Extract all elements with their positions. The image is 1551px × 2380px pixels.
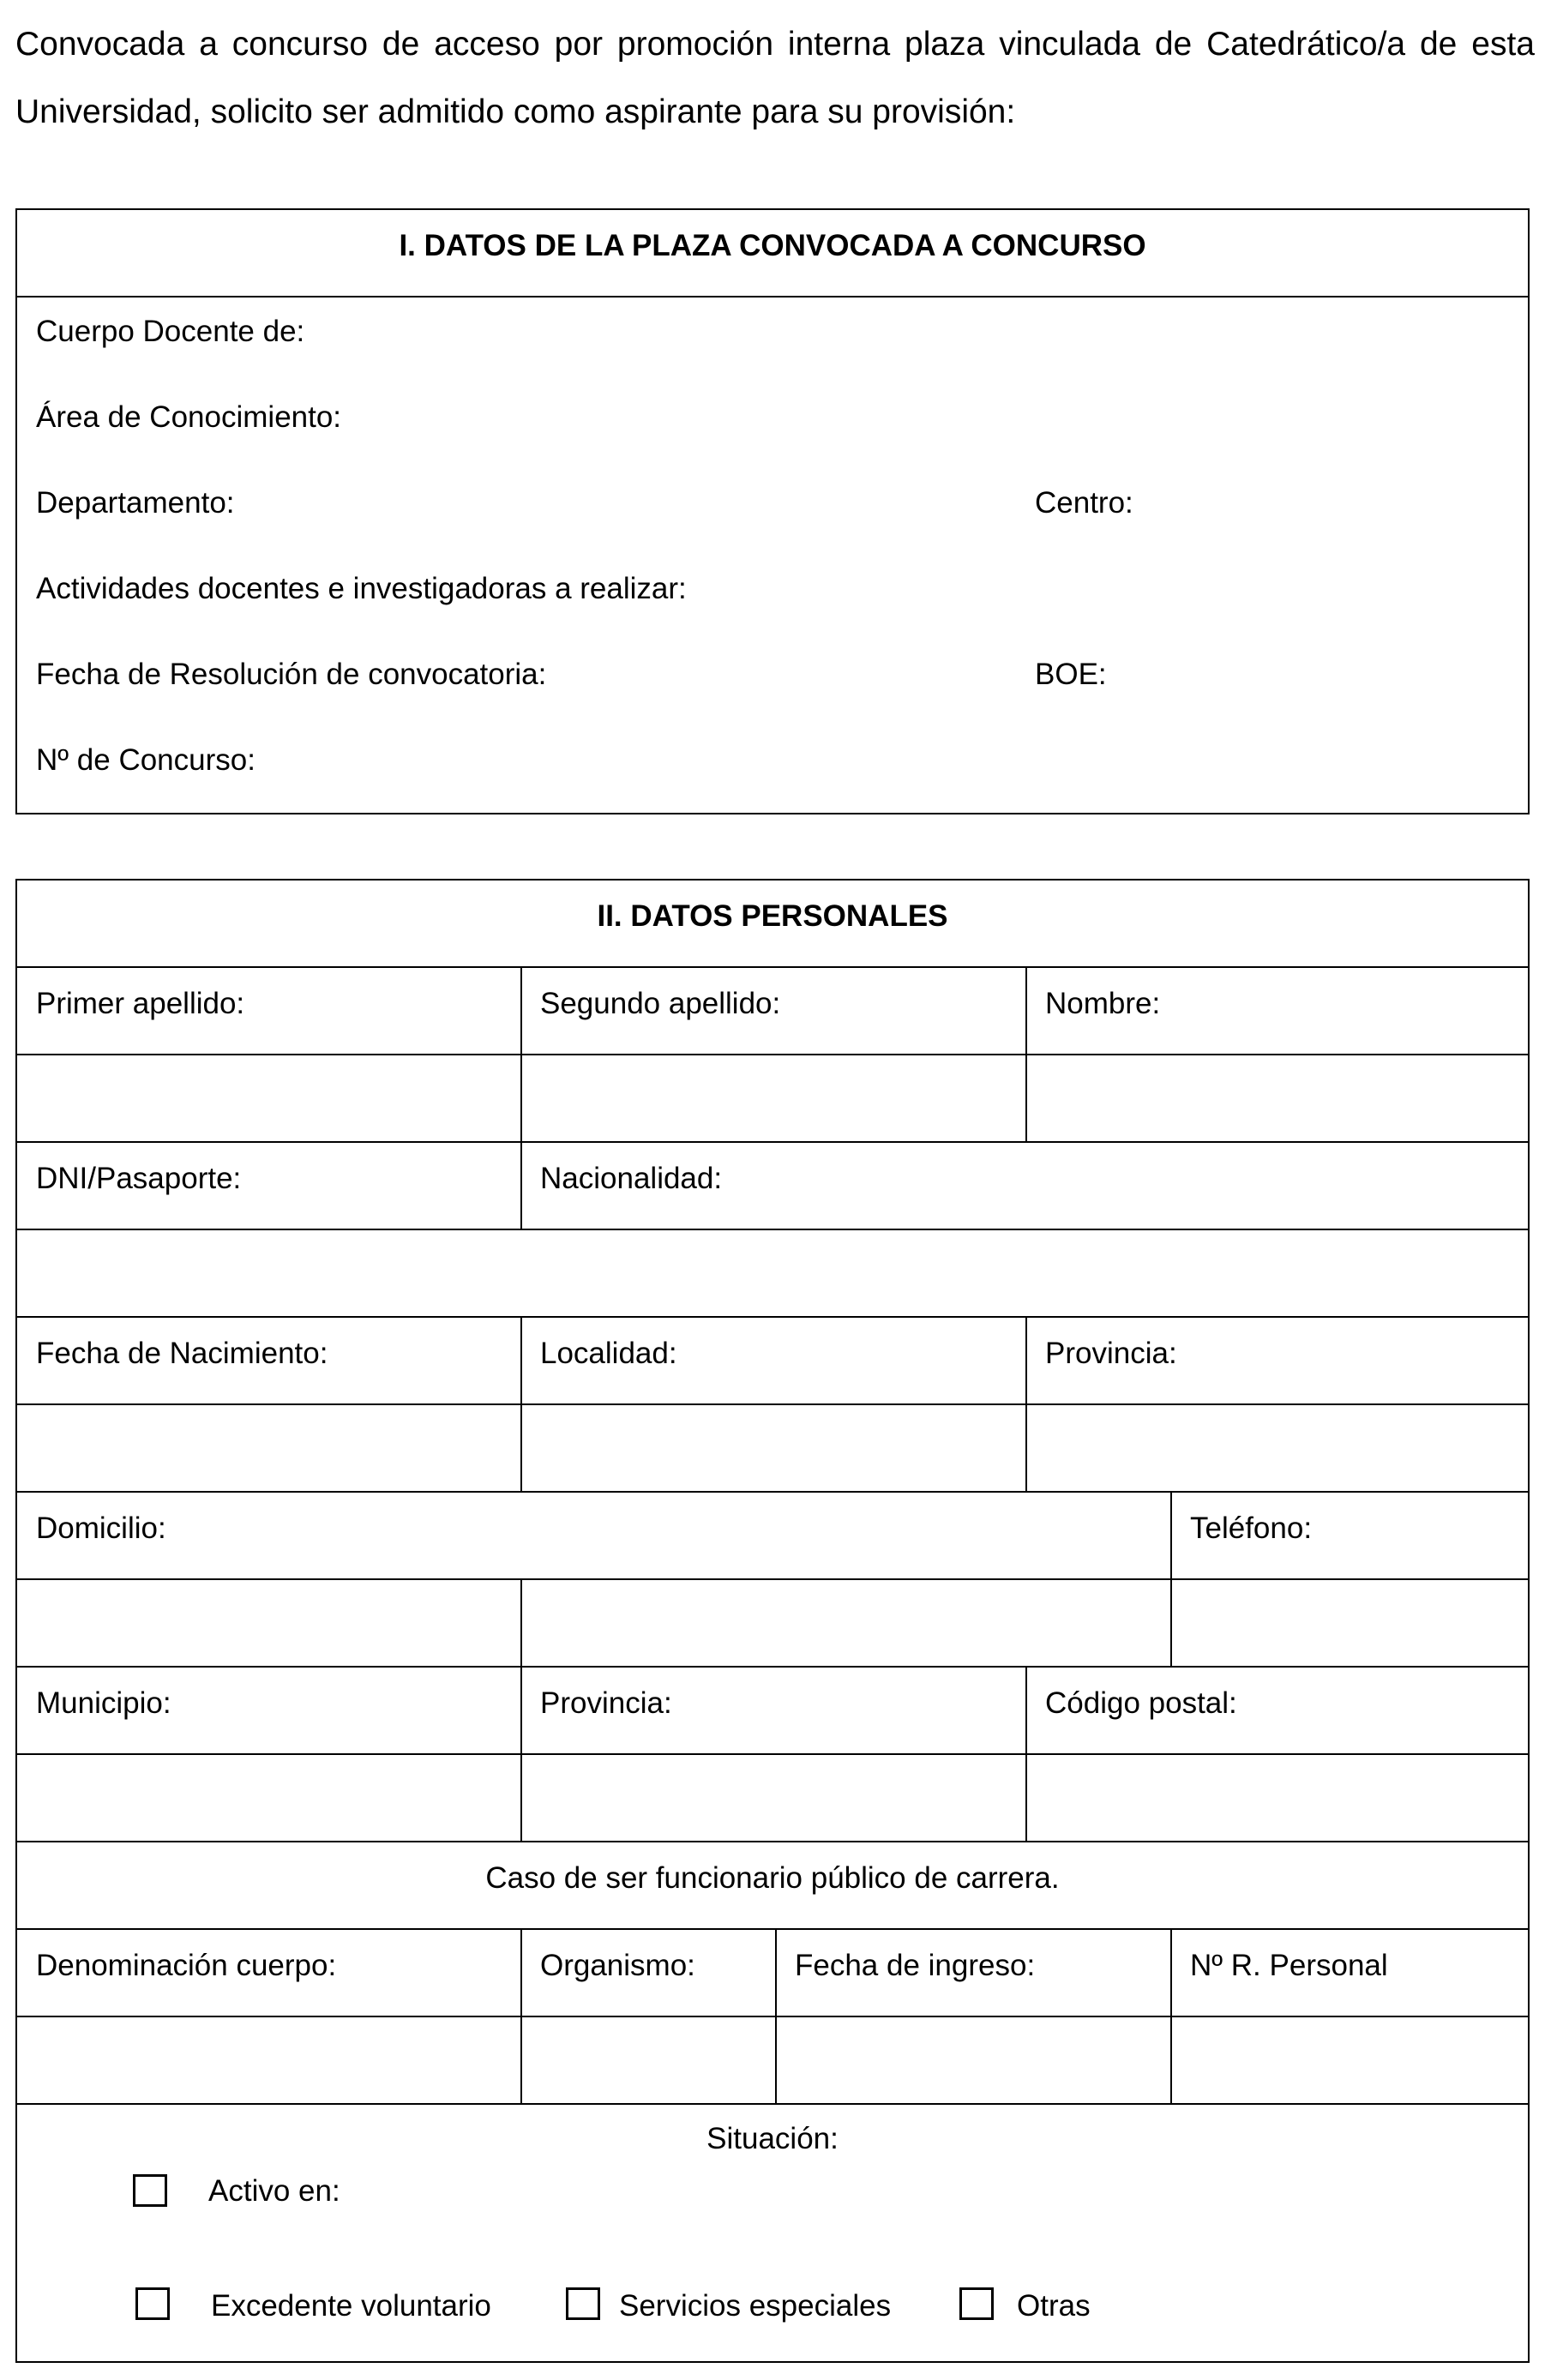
otras-checkbox[interactable]: [959, 2287, 994, 2320]
divider: [17, 1578, 1528, 1580]
dni-label: DNI/Pasaporte:: [36, 1162, 242, 1195]
section-plaza-title: I. DATOS DE LA PLAZA CONVOCADA A CONCURSO: [399, 229, 1146, 262]
cuerpo-docente-label: Cuerpo Docente de:: [36, 315, 305, 348]
divider: [17, 296, 1528, 298]
divider: [17, 1054, 1528, 1055]
column-divider: [1170, 1928, 1172, 2103]
fecha-nacimiento-label: Fecha de Nacimiento:: [36, 1337, 328, 1370]
divider: [17, 2103, 1528, 2105]
section-plaza: [15, 208, 1530, 814]
provincia-nacimiento-label: Provincia:: [1045, 1337, 1177, 1370]
column-divider: [1025, 1666, 1027, 1841]
situacion-label: Situación:: [706, 2122, 839, 2155]
fecha-ingreso-label: Fecha de ingreso:: [795, 1949, 1036, 1982]
municipio-label: Municipio:: [36, 1686, 171, 1720]
otras-label: Otras: [1017, 2289, 1091, 2323]
provincia-domicilio-label: Provincia:: [540, 1686, 672, 1720]
fecha-resolucion-label: Fecha de Resolución de convocatoria:: [36, 658, 547, 691]
denominacion-cuerpo-label: Denominación cuerpo:: [36, 1949, 337, 1982]
primer-apellido-label: Primer apellido:: [36, 987, 245, 1020]
divider: [17, 966, 1528, 968]
domicilio-label: Domicilio:: [36, 1512, 166, 1545]
divider: [17, 1403, 1528, 1405]
divider: [17, 1928, 1528, 1930]
servicios-checkbox[interactable]: [566, 2287, 600, 2320]
area-conocimiento-label: Área de Conocimiento:: [36, 400, 342, 434]
telefono-label: Teléfono:: [1190, 1512, 1313, 1545]
codigo-postal-label: Código postal:: [1045, 1686, 1237, 1720]
section-personal: [15, 879, 1530, 2363]
column-divider: [520, 1316, 522, 1491]
divider: [17, 1666, 1528, 1668]
divider: [17, 1229, 1528, 1230]
column-divider: [775, 1928, 777, 2103]
divider: [17, 1841, 1528, 1842]
actividades-label: Actividades docentes e investigadoras a realizar:: [36, 572, 687, 605]
num-concurso-label: Nº de Concurso:: [36, 743, 255, 777]
segundo-apellido-label: Segundo apellido:: [540, 987, 781, 1020]
divider: [17, 1316, 1528, 1318]
column-divider: [520, 966, 522, 1229]
activo-label: Activo en:: [208, 2174, 340, 2208]
intro-paragraph: Convocada a concurso de acceso por promoción interna plaza vinculada de Catedrático/a de esta Universidad, solicito ser admitido como aspirante para su provisión:: [15, 26, 1535, 130]
column-divider: [1170, 1491, 1172, 1666]
nacionalidad-label: Nacionalidad:: [540, 1162, 723, 1195]
column-divider: [520, 1928, 522, 2103]
column-divider: [520, 1578, 522, 1666]
divider: [17, 2016, 1528, 2017]
column-divider: [520, 1666, 522, 1841]
column-divider: [1025, 1316, 1027, 1491]
boe-label: BOE:: [1035, 658, 1107, 691]
centro-label: Centro:: [1035, 486, 1133, 520]
section-personal-title: II. DATOS PERSONALES: [597, 899, 948, 933]
excedente-checkbox[interactable]: [135, 2287, 170, 2320]
excedente-label: Excedente voluntario: [211, 2289, 491, 2323]
column-divider: [1025, 1054, 1027, 1141]
departamento-label: Departamento:: [36, 486, 235, 520]
activo-checkbox[interactable]: [133, 2174, 167, 2207]
nombre-label: Nombre:: [1045, 987, 1161, 1020]
localidad-label: Localidad:: [540, 1337, 677, 1370]
divider: [17, 1491, 1528, 1493]
num-registro-label: Nº R. Personal: [1190, 1949, 1388, 1982]
funcionario-note: Caso de ser funcionario público de carrera.: [485, 1861, 1060, 1895]
organismo-label: Organismo:: [540, 1949, 695, 1982]
servicios-label: Servicios especiales: [619, 2289, 892, 2323]
column-divider: [1025, 966, 1027, 1054]
divider: [17, 1753, 1528, 1755]
divider: [17, 1141, 1528, 1143]
